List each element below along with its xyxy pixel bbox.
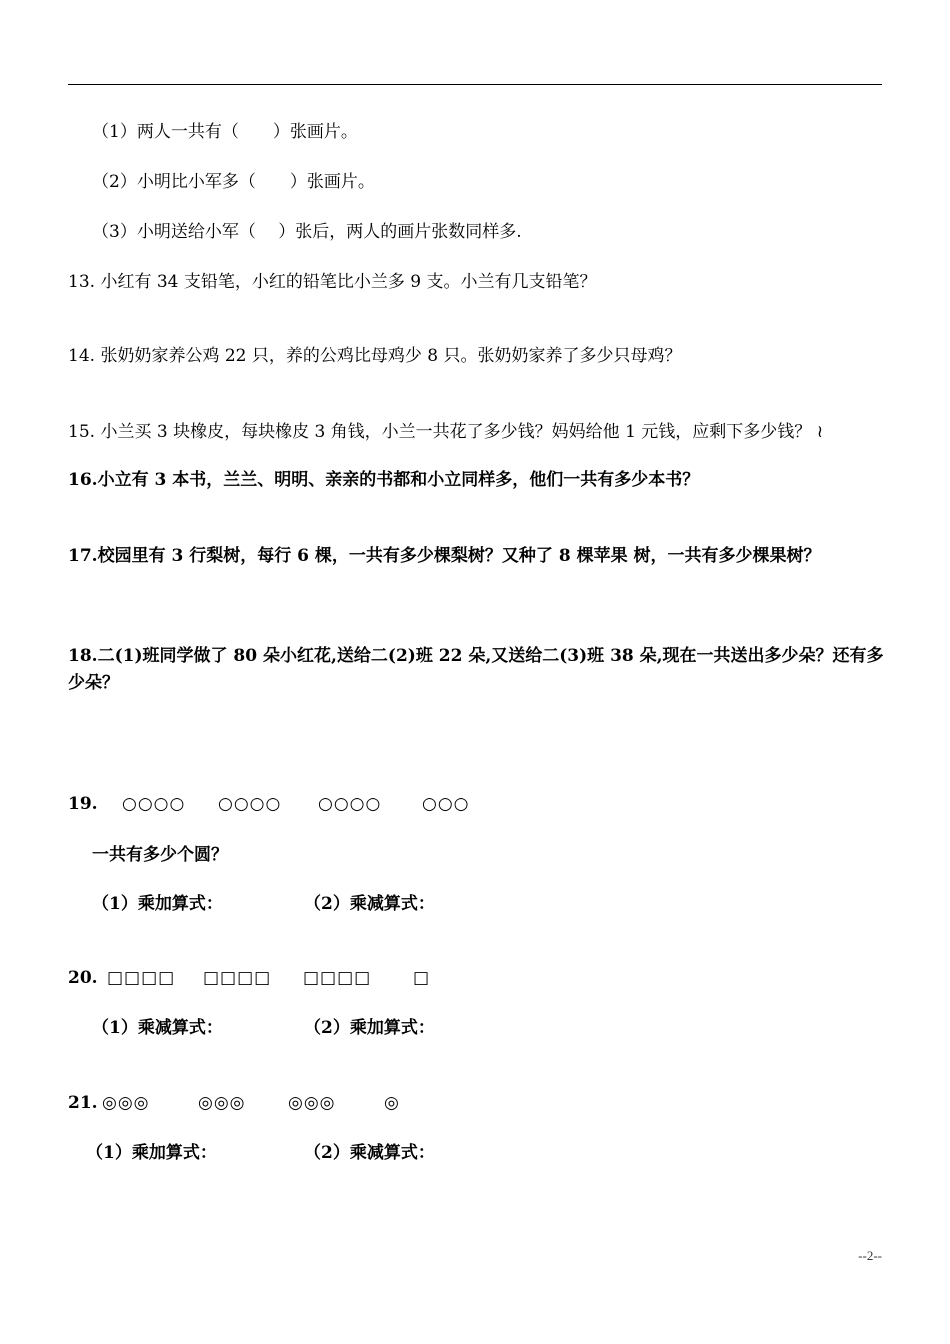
q20-square-group-4: □	[413, 968, 431, 988]
q20-square-group-3: □□□□	[303, 968, 372, 988]
q21-answer-2-label: （2）乘减算式：	[304, 1143, 435, 1163]
question-13: 13. 小红有 34 支铅笔，小红的铅笔比小兰多 9 支。小兰有几支铅笔？	[68, 272, 597, 292]
q19-answer-1-label: （1）乘加算式：	[92, 894, 223, 914]
question-19-number: 19.	[68, 794, 98, 814]
question-21-number: 21.	[68, 1093, 98, 1113]
q20-answer-1-label: （1）乘减算式：	[92, 1018, 223, 1038]
q19-circle-group-1: ○○○○	[122, 794, 186, 814]
q12-part-2: （2）小明比小军多（ ）张画片。	[92, 172, 375, 192]
q21-ring-group-1: ◎◎◎	[102, 1093, 150, 1113]
q20-square-group-1: □□□□	[107, 968, 176, 988]
q20-answer-2-label: （2）乘加算式：	[304, 1018, 435, 1038]
q19-circle-group-3: ○○○○	[318, 794, 382, 814]
q19-circle-group-4: ○○○	[422, 794, 470, 814]
q19-question: 一共有多少个圆？	[92, 845, 228, 865]
q21-answer-1-label: （1）乘加算式：	[86, 1143, 217, 1163]
q19-answer-2-label: （2）乘减算式：	[304, 894, 435, 914]
question-18: 18.二(1)班同学做了 80 朵小红花,送给二(2)班 22 朵,又送给二(3)班 38 朵,现在一共送出多少朵？还有多少朵？	[68, 646, 884, 693]
q21-ring-group-3: ◎◎◎	[288, 1093, 336, 1113]
q21-ring-group-4: ◎	[384, 1093, 400, 1113]
question-16: 16.小立有 3 本书，兰兰、明明、亲亲的书都和小立同样多，他们一共有多少本书？	[68, 470, 700, 490]
q12-part-1: （1）两人一共有（ ）张画片。	[92, 122, 358, 142]
q19-circle-group-2: ○○○○	[218, 794, 282, 814]
question-14: 14. 张奶奶家养公鸡 22 只，养的公鸡比母鸡少 8 只。张奶奶家养了多少只母鸡？	[68, 346, 682, 366]
page-number: --2--	[858, 1248, 882, 1263]
question-20-number: 20.	[68, 968, 98, 988]
question-17: 17.校园里有 3 行梨树，每行 6 棵，一共有多少棵梨树？又种了 8 棵苹果 树，一共有多少棵果树？	[68, 546, 821, 566]
question-15: 15. 小兰买 3 块橡皮，每块橡皮 3 角钱，小兰一共花了多少钱？妈妈给他 1 元钱，应剩下多少钱？ ≀	[68, 422, 824, 442]
q21-ring-group-2: ◎◎◎	[198, 1093, 246, 1113]
header-rule	[68, 84, 882, 85]
q12-part-3: （3）小明送给小军（ ）张后，两人的画片张数同样多.	[92, 222, 522, 242]
q20-square-group-2: □□□□	[203, 968, 272, 988]
